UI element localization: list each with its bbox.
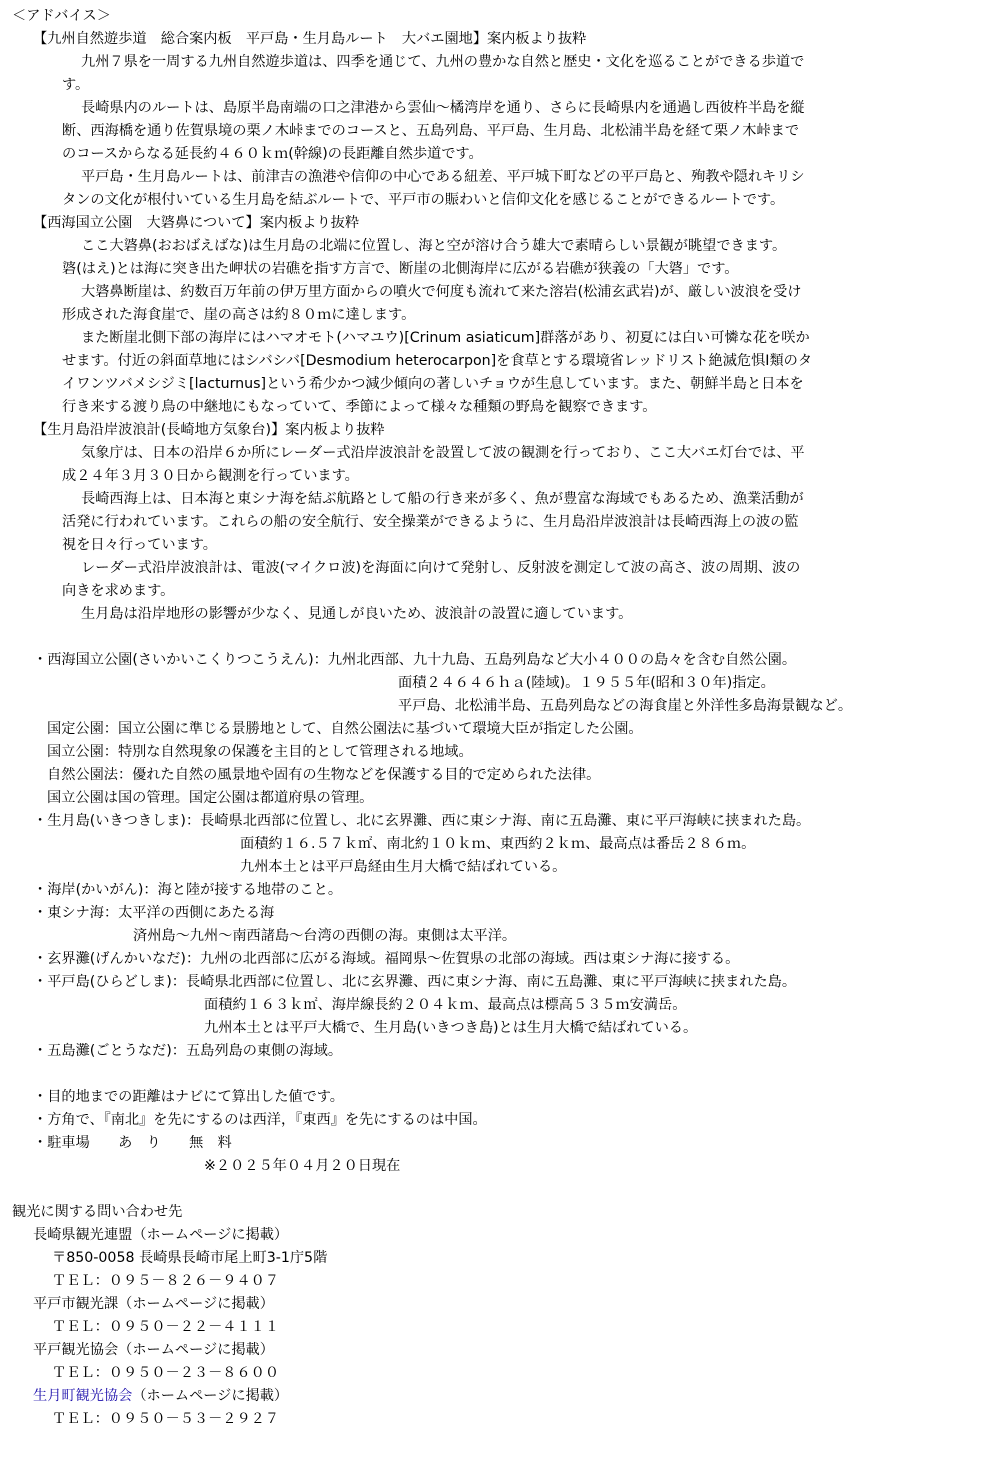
contact-note: （ホームページに掲載） [132,1388,289,1404]
glossary-item: ・西海国立公園(さいかいこくりつこうえん)：九州北西部、九十九島、五島列島など大小４００の島々を含む自然公園。 [33,652,797,668]
glossary-item: ・五島灘(ごとうなだ)：五島列島の東側の海域。 [33,1043,343,1059]
paragraph-line: また断崖北側下部の海岸にはハマオモト(ハマユウ)[Crinum asiaticum]群落があり、初夏には白い可憐な花を咲か [81,330,810,346]
paragraph-line: のコースからなる延長約４６０ｋｍ(幹線)の長距離自然歩道です。 [62,146,483,162]
glossary-item: 国立公園：特別な自然現象の保護を主目的として管理される地域。 [47,744,473,760]
paragraph-line: せます。付近の斜面草地にはシバシバ[Desmodium heterocarpon]を食草とする環境省レッドリスト絶滅危惧Ⅰ類のタ [62,353,813,369]
paragraph-line: 大碆鼻断崖は、約数百万年前の伊万里方面からの噴火で何度も流れて来た溶岩(松浦玄武岩)が、厳しい波浪を受け [81,284,802,300]
glossary-item: 国立公園は国の管理。国定公園は都道府県の管理。 [47,790,374,806]
saikai-section-heading: 【西海国立公園 大碆鼻について】案内板より抜粋 [33,215,360,231]
glossary-item: ・東シナ海：太平洋の西側にあたる海 [33,905,275,921]
paragraph-line: 向きを求めます。 [62,583,175,599]
paragraph-line: 断、西海橋を通り佐賀県境の栗ノ木峠までのコースと、五島列島、平戸島、生月島、北松浦半島を経て栗ノ木峠まで [62,123,800,139]
paragraph-line: 視を日々行っています。 [62,537,217,553]
paragraph-line: 形成された海食崖で、崖の高さは約８０ｍに達します。 [62,307,416,323]
glossary-item: ・平戸島(ひらどしま)：長崎県北西部に位置し、北に玄界灘、西に東シナ海、南に五島灘、東に平戸海峡に挟まれた島。 [33,974,797,990]
paragraph-line: イワンツバメシジミ[lacturnus]という希少かつ減少傾向の著しいチョウが生息しています。また、朝鮮半島と日本を [62,376,804,392]
glossary-item: ・玄界灘(げんかいなだ)：九州の北西部に広がる海域。福岡県〜佐賀県の北部の海域。西は東シナ海に接する。 [33,951,740,967]
paragraph-line: 行き来する渡り鳥の中継地にもなっていて、季節によって様々な種類の野鳥を観察できます。 [62,399,657,415]
as-of-date: ※２０２５年０４月２０日現在 [204,1158,401,1174]
paragraph-line: 活発に行われています。これらの船の安全航行、安全操業ができるように、生月島沿岸波浪計は長崎西海上の波の監 [62,514,799,530]
glossary-item: 自然公園法：優れた自然の風景地や固有の生物などを保護する目的で定められた法律。 [47,767,601,783]
paragraph-line: 碆(はえ)とは海に突き出た岬状の岩礁を指す方言で、断崖の北側海岸に広がる岩礁が狭義の「大碆」です。 [62,261,739,277]
note-item: ・方角で、『南北』を先にするのは西洋，『東西』を先にするのは中国。 [33,1112,487,1128]
contact-phone: ＴＥＬ：０９５－８２６－９４０７ [52,1273,280,1289]
paragraph-line: タンの文化が根付いている生月島を結ぶルートで、平戸市の賑わいと信仰文化を感じることができるルートです。 [62,192,785,208]
paragraph-line: 平戸島・生月島ルートは、前津吉の漁港や信仰の中心である紐差、平戸城下町などの平戸島と、殉教や隠れキリシ [81,169,805,185]
glossary-item-detail: 面積２４６４６ｈａ(陸域)。１９５５年(昭和３０年)指定。 [398,675,775,691]
ikitsuki-tourism-link[interactable]: 生月町観光協会 [33,1388,133,1404]
glossary-item-detail: 九州本土とは平戸大橋で、生月島(いきつき島)とは生月大橋で結ばれている。 [204,1020,698,1036]
kyushu-section-heading: 【九州自然遊歩道 総合案内板 平戸島・生月島ルート 大バエ園地】案内板より抜粋 [33,31,587,47]
contact-phone: ＴＥＬ：０９５０－２３－８６００ [52,1365,280,1381]
parking-note: ・駐車場 あ り 無 料 [33,1135,232,1151]
contacts-heading: 観光に関する問い合わせ先 [12,1204,183,1220]
contact-row [33,1385,288,1407]
glossary-item-detail: 面積約１６.５７ｋ㎡、南北約１０ｋｍ、東西約２ｋｍ、最高点は番岳２８６ｍ。 [240,836,756,852]
glossary-item-detail: 九州本土とは平戸島経由生月大橋で結ばれている。 [240,859,567,875]
paragraph-line: 長崎県内のルートは、島原半島南端の口之津港から雲仙〜橘湾岸を通り、さらに長崎県内を通過し西彼杵半島を縦 [81,100,805,116]
wave-section-heading: 【生月島沿岸波浪計(長崎地方気象台)】案内板より抜粋 [33,422,385,438]
glossary-item-detail: 面積約１６３ｋ㎡、海岸線長約２０４ｋｍ、最高点は標高５３５ｍ安満岳。 [204,997,687,1013]
contact-name: 平戸市観光課（ホームページに掲載） [33,1296,274,1312]
paragraph-line: 長崎西海上は、日本海と東シナ海を結ぶ航路として船の行き来が多く、魚が豊富な海域でもあるため、漁業活動が [81,491,804,507]
note-item: ・目的地までの距離はナビにて算出した値です。 [33,1089,344,1105]
glossary-item-detail: 平戸島、北松浦半島、五島列島などの海食崖と外洋性多島海景観など。 [398,698,853,714]
glossary-item: 国定公園：国立公園に準じる景勝地として、自然公園法に基づいて環境大臣が指定した公園。 [47,721,643,737]
paragraph-line: 成２４年３月３０日から観測を行っています。 [62,468,359,484]
paragraph-line: ここ大碆鼻(おおばえばな)は生月島の北端に位置し、海と空が溶け合う雄大で素晴らしい景観が眺望できます。 [81,238,787,254]
contact-address: 〒850-0058 長崎県長崎市尾上町3-1庁5階 [52,1250,328,1266]
contact-name: 長崎県観光連盟（ホームページに掲載） [33,1227,289,1243]
glossary-item-detail: 済州島〜九州〜南西諸島〜台湾の西側の海。東側は太平洋。 [133,928,517,944]
glossary-item: ・生月島(いきつきしま)：長崎県北西部に位置し、北に玄界灘、西に東シナ海、南に五島灘、東に平戸海峡に挟まれた島。 [33,813,811,829]
paragraph-line: す。 [62,77,90,93]
paragraph-line: レーダー式沿岸波浪計は、電波(マイクロ波)を海面に向けて発射し、反射波を測定して波の高さ、波の周期、波の [81,560,801,576]
contact-phone: ＴＥＬ：０９５０－５３－２９２７ [52,1411,280,1427]
advice-heading: ＜アドバイス＞ [12,8,111,24]
paragraph-line: 生月島は沿岸地形の影響が少なく、見通しが良いため、波浪計の設置に適しています。 [81,606,633,622]
glossary-item: ・海岸(かいがん)：海と陸が接する地帯のこと。 [33,882,343,898]
contact-name: 平戸観光協会（ホームページに掲載） [33,1342,274,1358]
paragraph-line: 九州７県を一周する九州自然遊歩道は、四季を通じて、九州の豊かな自然と歴史・文化を巡ることができる歩道で [81,54,805,70]
contact-phone: ＴＥＬ：０９５０－２２－４１１１ [52,1319,280,1335]
paragraph-line: 気象庁は、日本の沿岸６か所にレーダー式沿岸波浪計を設置して波の観測を行っており、ここ大バエ灯台では、平 [81,445,805,461]
